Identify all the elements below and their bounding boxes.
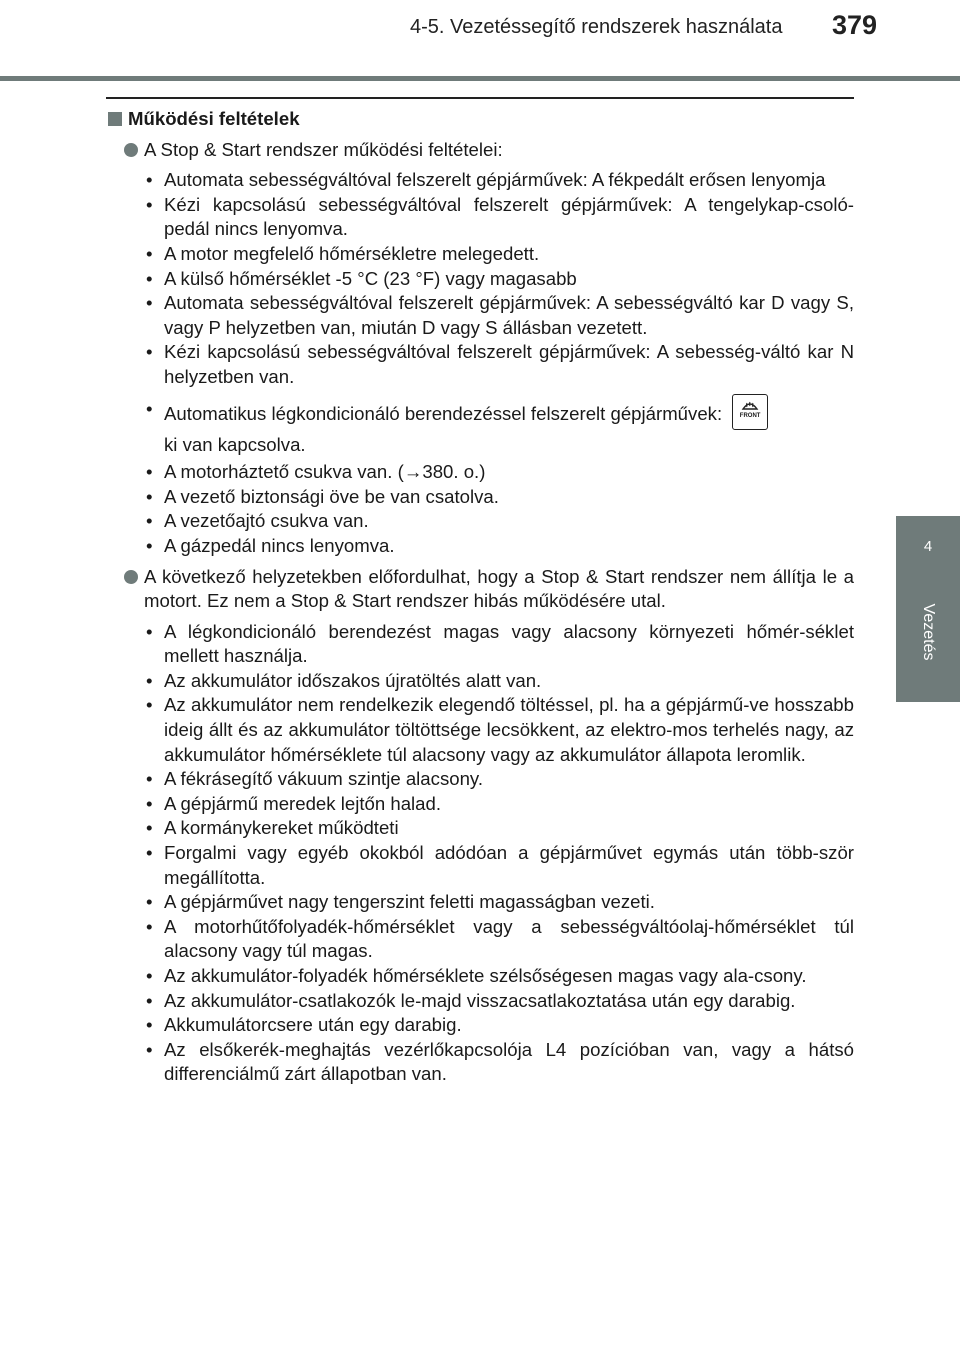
icon-caption: FRONT bbox=[739, 412, 761, 419]
header-rule bbox=[0, 76, 960, 81]
ac-item-text: Automatikus légkondicionáló berendezéssel felszerelt gépjárművek: bbox=[164, 402, 723, 424]
section-heading bbox=[108, 107, 854, 132]
list-item: • Automata sebességváltóval felszerelt gépjárművek: A fékpedált erősen lenyomja bbox=[108, 168, 854, 193]
list-item: • Kézi kapcsolású sebességváltóval felszerelt gépjárművek: A tengelykap-csoló-pedál nincs lenyomva. bbox=[108, 193, 854, 242]
list-item: • Az elsőkerék-meghajtás vezérlőkapcsolója L4 pozícióban van, vagy a hátsó differenciálmű zárt állapotban van. bbox=[108, 1038, 854, 1087]
page-content bbox=[108, 107, 854, 1087]
list-item: • Az akkumulátor-folyadék hőmérséklete szélsőségesen magas vagy ala-csony. bbox=[108, 964, 854, 989]
front-defroster-icon bbox=[732, 394, 768, 430]
list-item: • A légkondicionáló berendezést magas vagy alacsony környezeti hőmér-séklet mellett használja. bbox=[108, 620, 854, 669]
list-item: • A gázpedál nincs lenyomva. bbox=[108, 534, 854, 559]
condition-group-intro bbox=[108, 138, 854, 163]
list-item: • Akkumulátorcsere után egy darabig. bbox=[108, 1013, 854, 1038]
list-item: • Forgalmi vagy egyéb okokból adódóan a gépjárművet egymás után több-ször megállította. bbox=[108, 841, 854, 890]
defroster-symbol-icon bbox=[741, 399, 759, 413]
list-item: • A motorháztető csukva van. (→380. o.) bbox=[108, 460, 854, 485]
page-number: 379 bbox=[832, 10, 878, 40]
list-item: • Az akkumulátor-csatlakozók le-majd visszacsatlakoztatása után egy darabig. bbox=[108, 989, 854, 1014]
circle-bullet-icon bbox=[124, 143, 138, 157]
side-tab-chapter-number: 4 bbox=[923, 538, 933, 555]
list-item: • Kézi kapcsolású sebességváltóval felszerelt gépjárművek: A sebesség-váltó kar N helyzetben van. bbox=[108, 340, 854, 389]
list-item: • A gépjárművet nagy tengerszint feletti magasságban vezeti. bbox=[108, 890, 854, 915]
ac-item-text-after: ki van kapcsolva. bbox=[164, 433, 306, 455]
list-item: • Az akkumulátor nem rendelkezik elegendő töltéssel, pl. ha a gépjármű-ve hosszabb ideig állt és az akkumulátor töltöttsége lecsökkent, az elektro-mos terhelés nagy, az akkumulátor hőmérséklete túl alacsony vagy az akkumulátor állapota leromlik. bbox=[108, 693, 854, 767]
list-item: • Az akkumulátor időszakos újratöltés alatt van. bbox=[108, 669, 854, 694]
exception-group-intro bbox=[108, 565, 854, 614]
condition-group-intro-text: A Stop & Start rendszer működési feltételei: bbox=[144, 138, 503, 160]
list-item: • A motorhűtőfolyadék-hőmérséklet vagy a sebességváltóolaj-hőmérséklet túl alacsony vagy túl magas. bbox=[108, 915, 854, 964]
list-item: • A kormánykereket működteti bbox=[108, 816, 854, 841]
exception-conditions-list bbox=[108, 620, 854, 1087]
list-item: • Automata sebességváltóval felszerelt gépjárművek: A sebességváltó kar D vagy S, vagy P helyzetben van, miután D vagy S állásban vezetett. bbox=[108, 291, 854, 340]
operating-conditions-list bbox=[108, 168, 854, 558]
list-item: • A vezető biztonsági öve be van csatolva. bbox=[108, 485, 854, 510]
list-item-ac bbox=[108, 390, 854, 458]
header-title: 4-5. Vezetéssegítő rendszerek használata bbox=[410, 16, 783, 38]
section-heading-text: Működési feltételek bbox=[128, 108, 300, 129]
square-bullet-icon bbox=[108, 112, 122, 126]
content-rule bbox=[106, 97, 854, 99]
list-item: • A gépjármű meredek lejtőn halad. bbox=[108, 792, 854, 817]
side-tab-label: Vezetés bbox=[920, 603, 937, 661]
list-item: • A fékrásegítő vákuum szintje alacsony. bbox=[108, 767, 854, 792]
list-item: • A motor megfelelő hőmérsékletre melegedett. bbox=[108, 242, 854, 267]
list-item: • A külső hőmérséklet -5 °C (23 °F) vagy magasabb bbox=[108, 267, 854, 292]
circle-bullet-icon bbox=[124, 570, 138, 584]
list-item: • A vezetőajtó csukva van. bbox=[108, 509, 854, 534]
exception-group-intro-text: A következő helyzetekben előfordulhat, hogy a Stop & Start rendszer nem állítja le a motort. Ez nem a Stop & Start rendszer hibás működésére utal. bbox=[144, 565, 854, 612]
